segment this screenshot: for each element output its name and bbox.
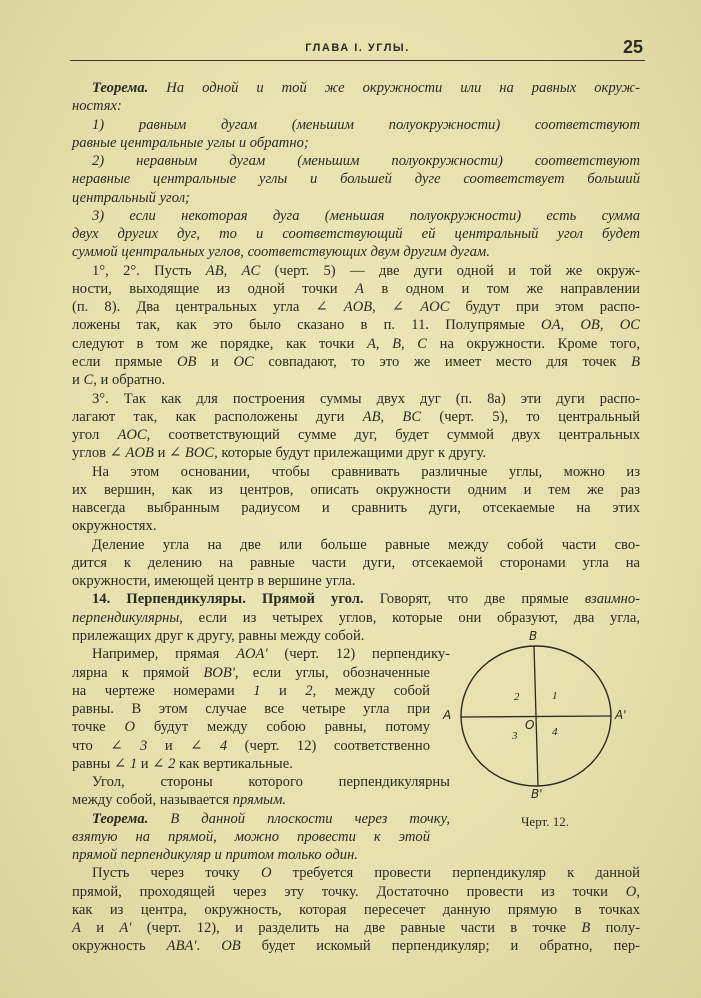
italic-run: 2 — [168, 755, 176, 772]
text-run: будут при этом распо- — [449, 299, 640, 316]
text-line — [72, 170, 640, 188]
italic-run: O — [625, 883, 637, 900]
text-run: и — [196, 353, 234, 370]
italic-run: суммой центральных углов, соответствующих двум другим дугам. — [72, 244, 490, 261]
italic-run: OA — [541, 317, 561, 334]
italic-run: взаимно- — [584, 591, 640, 608]
bold-run: Теорема. — [92, 80, 149, 96]
text-run: и — [72, 372, 84, 389]
text-line — [72, 755, 430, 773]
italic-run: прямым. — [232, 792, 287, 809]
text-line — [72, 664, 430, 682]
text-line — [72, 426, 640, 444]
text-line — [72, 645, 450, 663]
text-line — [72, 590, 640, 608]
text-line — [72, 116, 640, 134]
text-run: и — [80, 920, 120, 937]
text-run: окружностях. — [72, 518, 157, 535]
label-A: A — [443, 708, 452, 722]
text-line — [72, 316, 640, 334]
text-run: совпадают, то это же имеет место для точек — [253, 353, 632, 370]
italic-run: O — [124, 719, 136, 736]
text-run: углов ∠ — [72, 445, 126, 462]
text-run: их вершин, как из центров, описать окружности одним и тем же раз — [72, 481, 640, 498]
bold-run: 14. Перпендикуляры. Прямой угол. — [92, 591, 364, 608]
text-line — [72, 901, 640, 919]
text-run: в одном и том же направлении — [363, 280, 640, 297]
figure-12 — [440, 624, 650, 839]
text-run: и ∠ — [147, 737, 220, 754]
text-line — [72, 737, 430, 755]
text-run: и ∠ — [137, 755, 169, 772]
italic-run: 1) равным дугам (меньшим полуокружности) соответствуют — [92, 116, 640, 133]
text-run: (черт. 12), и разделить на две равные части в точке — [131, 920, 582, 937]
italic-run: 3 — [140, 737, 148, 754]
text-line — [72, 554, 640, 572]
text-run: Говорят, что две прямые — [363, 591, 585, 608]
figure-caption: Черт. 12. — [520, 814, 569, 829]
text-run: , соответствующий сумме дуг, будет суммой двух центральных — [146, 427, 640, 444]
text-run: точке — [72, 719, 125, 736]
text-run: прилежащих друг к другу, равны между собой. — [72, 627, 365, 644]
italic-run: центральный угол; — [72, 189, 190, 206]
text-line — [72, 791, 430, 809]
text-run: . — [196, 938, 222, 955]
text-line — [72, 371, 640, 389]
text-line — [72, 846, 430, 864]
italic-run: B — [581, 920, 591, 937]
text-run: и ∠ — [153, 445, 185, 462]
text-line — [72, 335, 640, 353]
italic-run: AB — [362, 408, 381, 425]
italic-run: 4 — [219, 737, 228, 754]
text-run: как вертикальные. — [175, 755, 293, 772]
italic-run: перпендикулярны — [72, 609, 180, 626]
italic-run: взятую на прямой, можно провести к этой — [72, 828, 430, 845]
text-line — [72, 536, 640, 554]
angle-1-label: 1 — [552, 690, 558, 702]
text-line — [72, 353, 640, 371]
italic-run: На одной и той же окружности или на равных окруж- — [148, 80, 640, 96]
text-line — [72, 408, 640, 426]
italic-run: A — [72, 920, 81, 937]
italic-run: неравные центральные углы и большей дуге соответствует больший — [72, 171, 640, 188]
text-line — [72, 937, 640, 955]
text-line — [72, 481, 640, 499]
angle-3-label: 3 — [512, 730, 518, 742]
text-run: на окружности. Кроме того, — [427, 335, 640, 352]
text-run: требуется провести перпендикуляр к данной — [271, 865, 640, 882]
text-line — [72, 225, 640, 243]
text-line — [72, 463, 640, 481]
text-run: , — [223, 262, 242, 279]
text-line — [72, 883, 640, 901]
text-line — [72, 810, 450, 828]
text-line — [72, 682, 430, 700]
text-run: , которые будут прилежащими друг к другу. — [214, 445, 487, 462]
italic-run: O — [260, 865, 272, 882]
italic-run: A' — [119, 920, 132, 937]
bold-run: Теорема. — [92, 810, 149, 827]
text-run: равны. В этом случае все четыре угла при — [72, 701, 430, 718]
text-run: , если из четырех углов, которые они образуют, два угла, — [179, 609, 640, 626]
italic-run: 1 — [253, 682, 261, 699]
italic-run: BOC — [184, 445, 215, 462]
text-line — [72, 207, 640, 225]
italic-run: ностях: — [72, 98, 122, 115]
text-run: (черт. 12) перпендику- — [267, 646, 450, 663]
text-line — [72, 262, 640, 280]
italic-run: OC — [233, 353, 254, 370]
italic-run: ABA' — [166, 938, 197, 955]
angle-4-label: 4 — [552, 726, 558, 738]
text-run: окружности, имеющей центр в вершине угла. — [72, 573, 356, 590]
text-run: , ∠ — [372, 299, 421, 316]
italic-run: В данной плоскости через точку, — [148, 810, 450, 827]
italic-run: 2 — [305, 682, 313, 699]
italic-run: AOC — [420, 299, 450, 316]
text-line — [72, 627, 430, 645]
running-header — [70, 38, 645, 61]
text-line — [72, 718, 430, 736]
label-A-prime: A' — [615, 708, 627, 722]
text-run: что ∠ — [72, 737, 141, 754]
text-line — [72, 499, 640, 517]
text-line — [72, 189, 640, 207]
text-run: Пусть через точку — [92, 865, 261, 882]
text-run: и — [260, 682, 306, 699]
italic-run: AC — [241, 262, 261, 279]
italic-run: равные центральные углы и обратно; — [72, 134, 309, 151]
text-run: будет искомый перпендикуляр; и обратно, пер- — [240, 938, 641, 955]
text-line — [72, 517, 640, 535]
italic-run: OB — [221, 938, 241, 955]
italic-run: 2) неравным дугам (меньшим полуокружности) соответствуют — [92, 153, 640, 170]
text-run: (черт. 5) — две дуги одной и той же окруж- — [260, 262, 640, 279]
italic-run: OB — [580, 317, 600, 334]
running-title: ГЛАВА I. УГЛЫ. — [305, 42, 410, 54]
italic-run: B — [631, 353, 640, 370]
text-line — [72, 828, 430, 846]
text-run: на чертеже номерами — [72, 682, 254, 699]
text-run: , — [560, 317, 581, 334]
angle-2-label: 2 — [514, 691, 520, 703]
text-run: (черт. 12) соответственно — [227, 737, 430, 754]
italic-run: 1 — [129, 755, 138, 772]
italic-run: AOA' — [236, 646, 268, 663]
italic-run: BC — [402, 408, 422, 425]
text-run: как из центра, окружность, которая пересечет данную прямую в точках — [72, 901, 640, 918]
italic-run: прямой перпендикуляр и притом только один. — [72, 847, 358, 864]
text-run: угол — [72, 427, 118, 444]
text-run: полу- — [590, 920, 640, 937]
text-line — [72, 444, 640, 462]
text-run: 1°, 2°. Пусть — [92, 262, 206, 279]
text-line — [72, 773, 450, 791]
text-run: , — [636, 883, 640, 900]
text-line — [72, 864, 640, 882]
text-run: равны ∠ — [72, 755, 130, 772]
text-run: если прямые — [72, 353, 177, 370]
text-run: следуют в том же порядке, как точки — [72, 335, 367, 352]
text-line — [72, 97, 640, 115]
text-run: ности, выходящие из одной точки — [72, 280, 356, 297]
text-run: Например, прямая — [92, 646, 237, 663]
text-run: , — [380, 408, 403, 425]
italic-run: A — [355, 280, 364, 297]
text-run: Угол, стороны которого перпендикулярны — [92, 774, 450, 791]
italic-run: AOB — [343, 299, 373, 316]
label-B: B — [529, 629, 538, 643]
italic-run: OB — [176, 353, 197, 370]
text-run: , если углы, обозначенные — [234, 664, 430, 681]
text-run: На этом основании, чтобы сравнивать различные углы, можно из — [92, 463, 640, 480]
text-run: дится к делению на равные части дуги, отсекаемой сторонами угла на — [72, 554, 640, 571]
italic-run: A, B, C — [366, 335, 428, 352]
text-run: лярна к прямой — [72, 664, 204, 681]
text-run: окружность — [72, 938, 167, 955]
text-line — [72, 79, 640, 97]
text-line — [72, 390, 640, 408]
text-run: 3°. Так как для построения суммы двух дуг (п. 8a) эти дуги распо- — [92, 390, 640, 407]
text-run: прямой, проходящей через эту точку. Достаточно провести из точки — [72, 883, 626, 900]
text-run: , между собой — [312, 682, 430, 699]
italic-run: OC — [619, 317, 641, 334]
text-run: навсегда выбранным радиусом и сравнить дуги, отсекаемые на этих — [72, 500, 640, 517]
text-line — [72, 700, 430, 718]
text-line — [72, 919, 640, 937]
text-run: , — [599, 317, 620, 334]
text-run: Деление угла на две или больше равные между собой части сво- — [92, 536, 640, 553]
text-run: ложены так, как это было сказано в п. 11. Полупрямые — [72, 317, 542, 334]
text-line — [72, 572, 640, 590]
italic-run: AOC — [117, 427, 147, 444]
text-run: (черт. 5), то центральный — [421, 408, 641, 425]
text-line — [72, 243, 640, 261]
text-line — [72, 280, 640, 298]
italic-run: AOB — [125, 445, 154, 462]
text-run: (п. 8). Два центральных угла ∠ — [72, 299, 344, 316]
text-run: будут между собою равны, потому — [135, 719, 431, 736]
text-line — [72, 152, 640, 170]
text-run: лагают так, как расположены дуги — [72, 408, 363, 425]
text-line — [72, 298, 640, 316]
text-line — [72, 134, 640, 152]
italic-run: AB — [205, 262, 224, 279]
text-run: , и обратно. — [93, 372, 166, 389]
page-number: 25 — [622, 37, 643, 57]
text-run: между собой, называется — [72, 792, 233, 809]
italic-run: BOB' — [203, 664, 235, 681]
italic-run: C — [83, 372, 94, 389]
italic-run: двух других дуг, то и соответствующий ей центральный угол будет — [72, 226, 640, 243]
label-B-prime: B' — [531, 787, 543, 801]
label-O: O — [525, 718, 535, 732]
italic-run: 3) если некоторая дуга (меньшая полуокружности) есть сумма — [92, 207, 640, 224]
